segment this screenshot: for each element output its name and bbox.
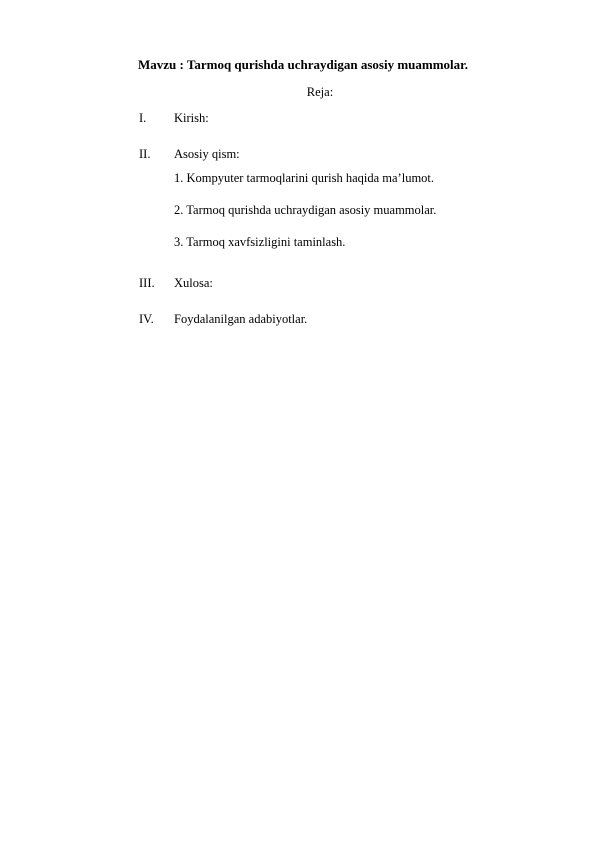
document-title: Mavzu : Tarmoq qurishda uchraydigan asosiy muammolar. bbox=[138, 57, 468, 72]
plan-item-text: Foydalanilgan adabiyotlar. bbox=[174, 312, 308, 326]
plan-item-text: Xulosa: bbox=[174, 276, 213, 290]
plan-item-number: III. bbox=[139, 276, 155, 290]
plan-item-number: I. bbox=[139, 111, 147, 125]
plan-item-number: II. bbox=[139, 147, 151, 161]
plan-item-text: Asosiy qism: bbox=[174, 147, 240, 161]
plan-item-number: IV. bbox=[139, 312, 154, 326]
plan-subitem: 2. Tarmoq qurishda uchraydigan asosiy muammolar. bbox=[174, 203, 437, 217]
document-subtitle: Reja: bbox=[306, 85, 334, 99]
plan-item-text: Kirish: bbox=[174, 111, 209, 125]
plan-subitem: 1. Kompyuter tarmoqlarini qurish haqida ma’lumot. bbox=[174, 171, 435, 185]
plan-subitem: 3. Tarmoq xavfsizligini taminlash. bbox=[174, 235, 346, 249]
